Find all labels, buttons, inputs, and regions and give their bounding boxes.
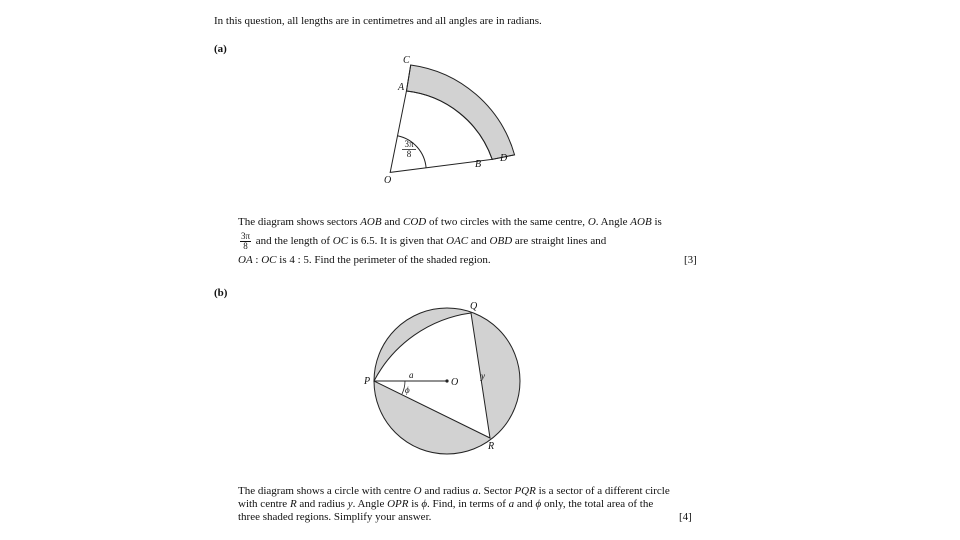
part-b-marks: [4] (679, 511, 692, 523)
label-o: O (451, 377, 459, 388)
label-p: P (364, 376, 371, 387)
label-d: D (500, 153, 508, 164)
part-a-line-1: The diagram shows sectors AOB and COD of two circles with the same centre, O. Angle AOB is (238, 216, 662, 228)
label-c: C (403, 55, 410, 66)
label-r: R (488, 441, 495, 452)
fraction-3pi-8: $\frac{3\pi}{8}$ (241, 230, 251, 251)
label-a: a (409, 370, 414, 380)
angle-denominator: 8 (406, 149, 412, 159)
angle-numerator: 3π (404, 139, 414, 149)
label-q: Q (470, 301, 478, 312)
part-a-line-2: $\frac{3\pi}{8}$ and the length of OC is 6.5. It is given that OAC and OBD are straight lines and (241, 230, 607, 251)
label-y: y (481, 371, 485, 381)
label-a: A (398, 82, 405, 93)
part-a-label: (a) (214, 43, 227, 55)
centre-o-dot (445, 379, 448, 382)
label-b: B (475, 159, 482, 170)
part-a-marks: [3] (684, 254, 697, 266)
part-b-line-1: The diagram shows a circle with centre O and radius a. Sector PQR is a sector of a different circle (238, 485, 670, 497)
part-b-line-3: three shaded regions. Simplify your answer. (238, 511, 432, 523)
part-b-line-2: with centre R and radius y. Angle OPR is ϕ. Find, in terms of a and ϕ only, the total area of the (238, 498, 654, 510)
label-o: O (384, 175, 392, 186)
label-phi: ϕ (405, 385, 410, 395)
part-a-line-3: OA : OC is 4 : 5. Find the perimeter of the shaded region. (238, 254, 491, 266)
part-b-label: (b) (214, 287, 228, 299)
intro-text: In this question, all lengths are in centimetres and all angles are in radians. (214, 15, 542, 27)
